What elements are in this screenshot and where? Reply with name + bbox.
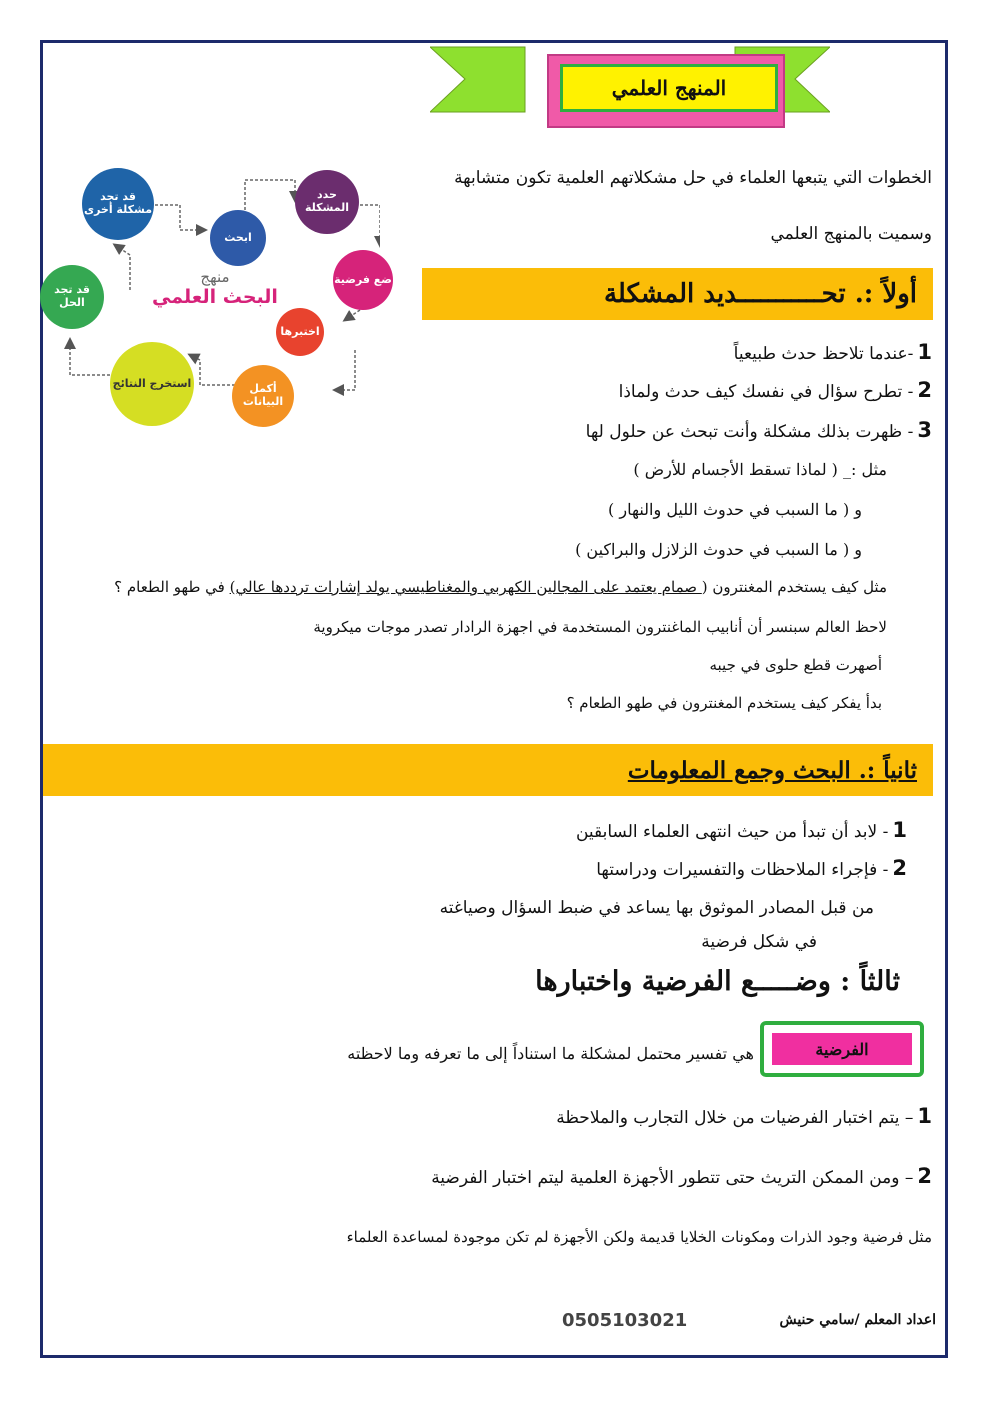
magnetron-suffix: في طهو الطعام ؟	[114, 578, 230, 596]
magnetron-question	[114, 578, 887, 596]
scientific-method-cycle-graphic	[40, 160, 392, 440]
cycle-step-test	[276, 308, 324, 356]
hypothesis-definition: هي تفسير محتمل لمشكلة ما استناداً إلى ما تعرفه وما لاحظته	[347, 1044, 754, 1063]
section-2-item-2	[596, 856, 907, 880]
section-1-item-3	[586, 418, 932, 442]
cycle-step-define-problem	[295, 170, 359, 234]
cycle-step-label: قد تجد مشكلة أخرى	[83, 190, 152, 216]
cycle-step-research	[210, 210, 266, 266]
section-2-continuation-2: في شكل فرضية	[701, 932, 817, 952]
section-3-item-1	[556, 1104, 932, 1128]
cycle-step-another-problem	[82, 168, 154, 240]
story-line-2: أصهرت قطع حلوى في جيبه	[709, 656, 882, 674]
cycle-step-label: أكمل البيانات	[242, 382, 284, 408]
cycle-center-title	[140, 268, 290, 308]
item-number: 1	[917, 1104, 932, 1128]
intro-line-2: وسميت بالمنهج العلمي	[770, 224, 932, 244]
item-number: 1	[892, 818, 907, 842]
item-number: 2	[917, 1164, 932, 1188]
section-1-item-2	[619, 378, 932, 402]
story-line-1: لاحظ العالم سبنسر أن أنابيب الماغنترون المستخدمة في اجهزة الرادار تصدر موجات ميكروية	[313, 618, 887, 636]
page-title: المنهج العلمي	[560, 64, 778, 112]
cycle-step-label: حدد المشكلة	[304, 188, 350, 214]
section-3-example: مثل فرضية وجود الذرات ومكونات الخلايا قديمة ولكن الأجهزة لم تكن موجودة لمساعدة العلماء	[346, 1228, 932, 1246]
item-number: 2	[917, 378, 932, 402]
item-text: - ظهرت بذلك مشكلة وأنت تبحث عن حلول لها	[585, 422, 914, 442]
item-number: 3	[917, 418, 932, 442]
cycle-step-label: اختبرها	[280, 324, 320, 338]
footer-phone: 0505103021	[562, 1310, 688, 1331]
cycle-step-hypothesis	[333, 250, 393, 310]
item-text: – ومن الممكن التريث حتى تتطور الأجهزة العلمية ليتم اختبار الفرضية	[431, 1168, 914, 1188]
cycle-step-label: ضع فرضية	[334, 272, 392, 286]
item-number: 2	[892, 856, 907, 880]
section-3-item-2	[431, 1164, 932, 1188]
item-text: -عندما تلاحظ حدث طبيعياً	[733, 344, 914, 364]
cycle-step-complete-data	[232, 365, 294, 427]
cycle-step-label: قد تجد الحل	[54, 283, 90, 309]
item-text: - لابد أن تبدأ من حيث انتهى العلماء السابقين	[575, 822, 889, 842]
section-1-item-1	[734, 340, 932, 364]
cycle-step-find-solution	[40, 265, 104, 329]
intro-line-1: الخطوات التي يتبعها العلماء في حل مشكلاتهم العلمية تكون متشابهة	[454, 168, 932, 188]
section-2-heading: ثانياً :. البحث وجمع المعلومات	[627, 756, 917, 784]
section-3-heading: ثالثاً : وضـــــع الفرضية واختبارها	[535, 966, 900, 997]
magnetron-definition: صمام يعتمد على المجالين الكهربي والمغناطيسي يولد إشارات ترددها عالي)	[229, 578, 702, 596]
section-2-item-1	[576, 818, 907, 842]
item-text: – يتم اختبار الفرضيات من خلال التجارب والملاحظة	[556, 1108, 914, 1128]
cycle-step-label: استخرج النتائج	[112, 376, 192, 390]
cycle-step-extract-results	[110, 342, 194, 426]
section-2-continuation-1: من قبل المصادر الموثوق بها يساعد في ضبط السؤال وصياغته	[439, 898, 874, 918]
cycle-title-small: منهج	[200, 268, 230, 286]
item-number: 1	[917, 340, 932, 364]
section-1-heading: أولاً :. تحـــــــــــديد المشكلة	[603, 279, 917, 309]
cycle-step-label: ابحث	[224, 230, 252, 244]
item-text: - تطرح سؤال في نفسك كيف حدث ولماذا	[618, 382, 914, 402]
item-text: - فإجراء الملاحظات والتفسيرات ودراستها	[596, 860, 889, 880]
story-line-3: بدأ يفكر كيف يستخدم المغنترون في طهو الطعام ؟	[566, 694, 882, 712]
example-1: مثل :_ ( لماذا تسقط الأجسام للأرض )	[633, 460, 887, 479]
example-2: و ( ما السبب في حدوث الليل والنهار )	[608, 500, 862, 519]
section-2-heading-bar	[43, 744, 933, 796]
magnetron-prefix: مثل كيف يستخدم المغنترون (	[701, 578, 887, 596]
cycle-title-big: البحث العلمي	[152, 286, 278, 308]
section-1-heading-bar	[422, 268, 933, 320]
example-3: و ( ما السبب في حدوث الزلازل والبراكين )	[575, 540, 862, 559]
hypothesis-label: الفرضية	[772, 1033, 912, 1065]
footer-author: اعداد المعلم /سامي حنيش	[779, 1312, 936, 1328]
hypothesis-label-box	[760, 1021, 924, 1077]
